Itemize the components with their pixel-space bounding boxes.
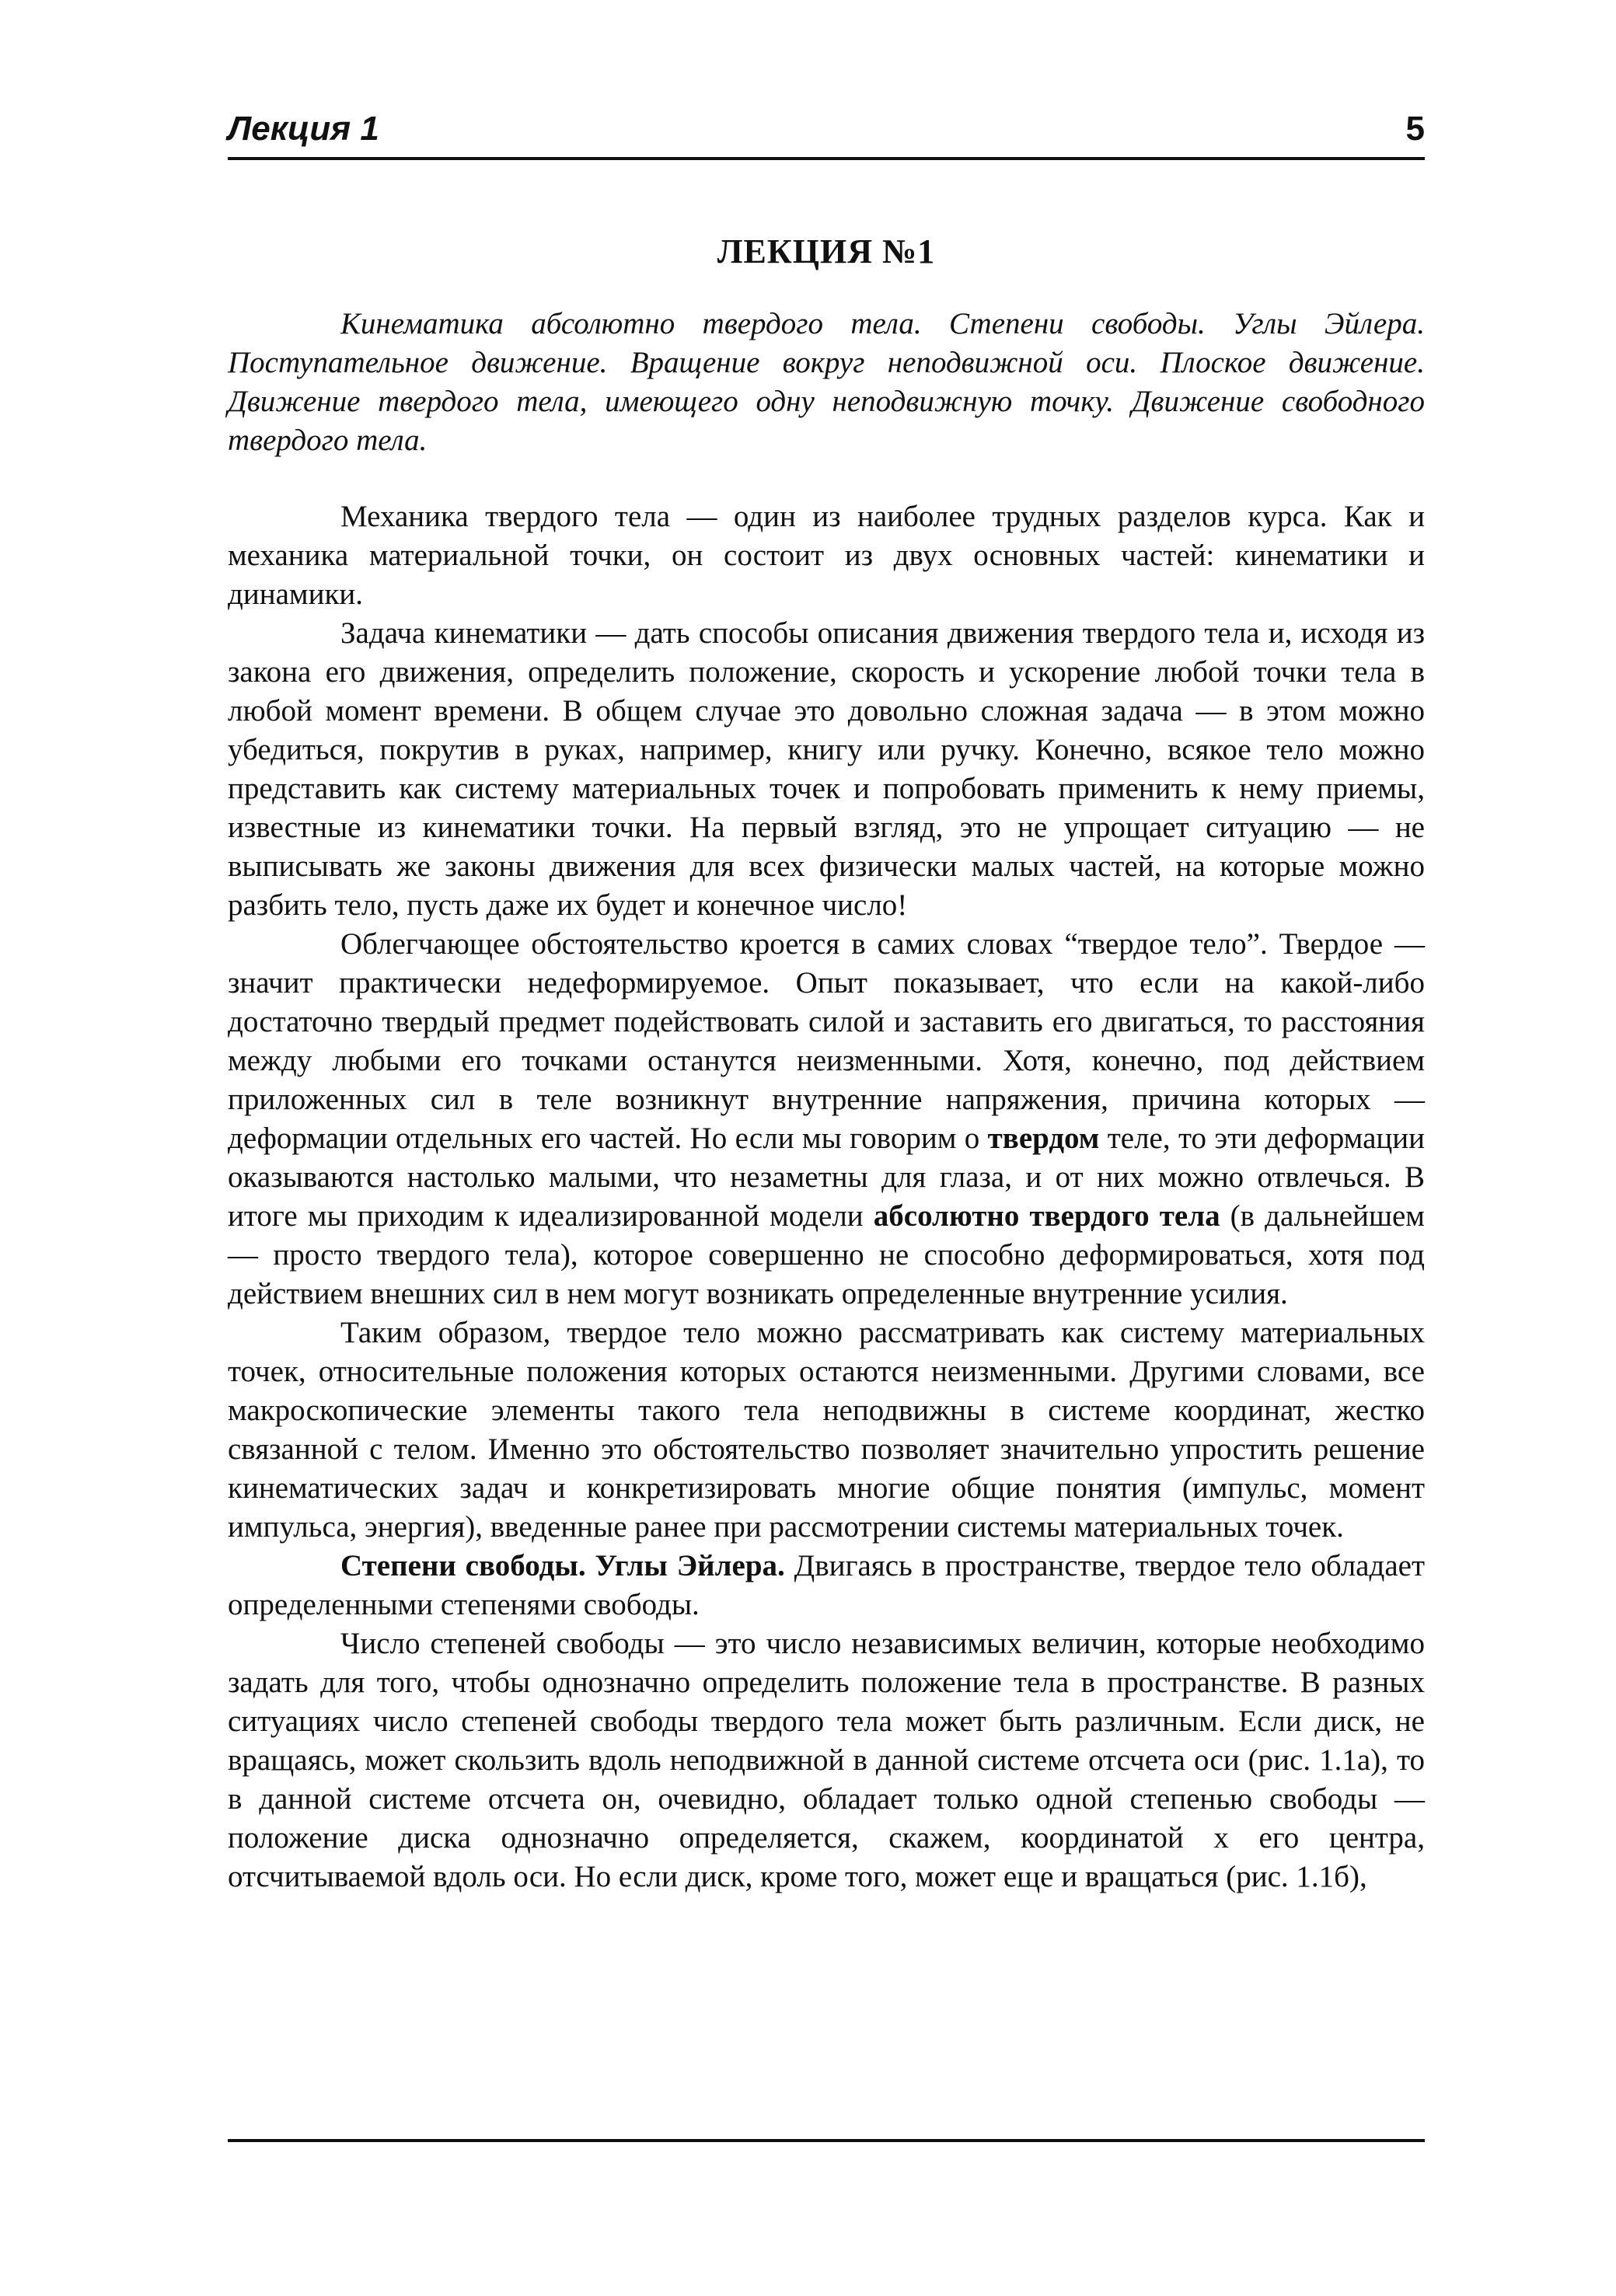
term-tverdom: твердом xyxy=(987,1122,1100,1155)
paragraph-5-text: Двигаясь в пространстве, твердое тело обладает определенными степенями свободы. xyxy=(228,1549,1425,1621)
paragraph-4: Таким образом, твердое тело можно рассматривать как систему материальных точек, относительные положения которых остаются неизменными. Другими словами, все макроскопические элементы такого тела неподвижны в системе координат, жестко связанной с телом. Именно это обстоятельство позволяет значительно упростить решение кинематических задач и конкретизировать многие общие понятия (импульс, момент импульса, энергия), введенные ранее при рассмотрении системы материальных точек. xyxy=(228,1316,1425,1544)
lecture-abstract: Кинематика абсолютно твердого тела. Степени свободы. Углы Эйлера. Поступательное движение. Вращение вокруг неподвижной оси. Плоское движение. Движение твердого тела, имеющего одну неподвижную точку. Движение свободного твердого тела. xyxy=(228,307,1425,457)
paragraph-3-text-1: Облегчающее обстоятельство кроется в самих словах “твердое тело”. Твердое — значит практически недеформируемое. Опыт показывает, что если на какой-либо достаточно твердый предмет подействовать силой и заставить его двигаться, то расстояния между любыми его точками останутся неизменными. Хотя, конечно, под действием приложенных сил в теле возникнут внутренние напряжения, причина которых — деформации отдельных его частей. Но если мы говорим о xyxy=(228,927,1425,1155)
term-absolutely-rigid-body: абсолютно твердого тела xyxy=(873,1199,1220,1233)
paragraph-3-text-2: теле, то эти деформации оказываются настолько малыми, что незаметны для глаза, и от них можно отвлечься. В итоге мы приходим к идеализированной модели xyxy=(228,1122,1426,1233)
paragraph-5 xyxy=(228,1547,1425,1624)
footer-rule xyxy=(228,2139,1425,2142)
page-number: 5 xyxy=(1405,110,1425,148)
lecture-title: ЛЕКЦИЯ №1 xyxy=(717,232,936,270)
paragraph-3-text-3: (в дальнейшем — просто твердого тела), которое совершенно не способно деформироваться, хотя под действием внешних сил в нем могут возникать определенные внутренние усилия. xyxy=(228,1199,1425,1310)
section-heading-degrees-of-freedom: Степени свободы. Углы Эйлера. xyxy=(340,1549,785,1582)
paragraph-1: Механика твердого тела — один из наиболее трудных разделов курса. Как и механика материальной точки, он состоит из двух основных частей: кинематики и динамики. xyxy=(228,500,1425,611)
paragraph-2: Задача кинематики — дать способы описания движения твердого тела и, исходя из закона его движения, определить положение, скорость и ускорение любой точки тела в любой момент времени. В общем случае это довольно сложная задача — в этом можно убедиться, покрутив в руках, например, книгу или ручку. Конечно, всякое тело можно представить как систему материальных точек и попробовать применить к нему приемы, известные из кинематики точки. На первый взгляд, это не упрощает ситуацию — не выписывать же законы движения для всех физически малых частей, на которые можно разбить тело, пусть даже их будет и конечное число! xyxy=(228,616,1425,922)
body-text xyxy=(228,497,1425,1896)
paragraph-3 xyxy=(228,925,1425,1314)
running-header xyxy=(228,109,1425,160)
paragraph-6: Число степеней свободы — это число независимых величин, которые необходимо задать для того, чтобы однозначно определить положение тела в пространстве. В разных ситуациях число степеней свободы твердого тела может быть различным. Если диск, не вращаясь, может скользить вдоль неподвижной в данной системе отсчета оси (рис. 1.1а), то в данной системе отсчета он, очевидно, обладает только одной степенью свободы — положение диска однозначно определяется, скажем, координатой x его центра, отсчитываемой вдоль оси. Но если диск, кроме того, может еще и вращаться (рис. 1.1б), xyxy=(228,1627,1425,1893)
running-header-lecture: Лекция 1 xyxy=(228,110,379,148)
book-page xyxy=(228,109,1425,2161)
